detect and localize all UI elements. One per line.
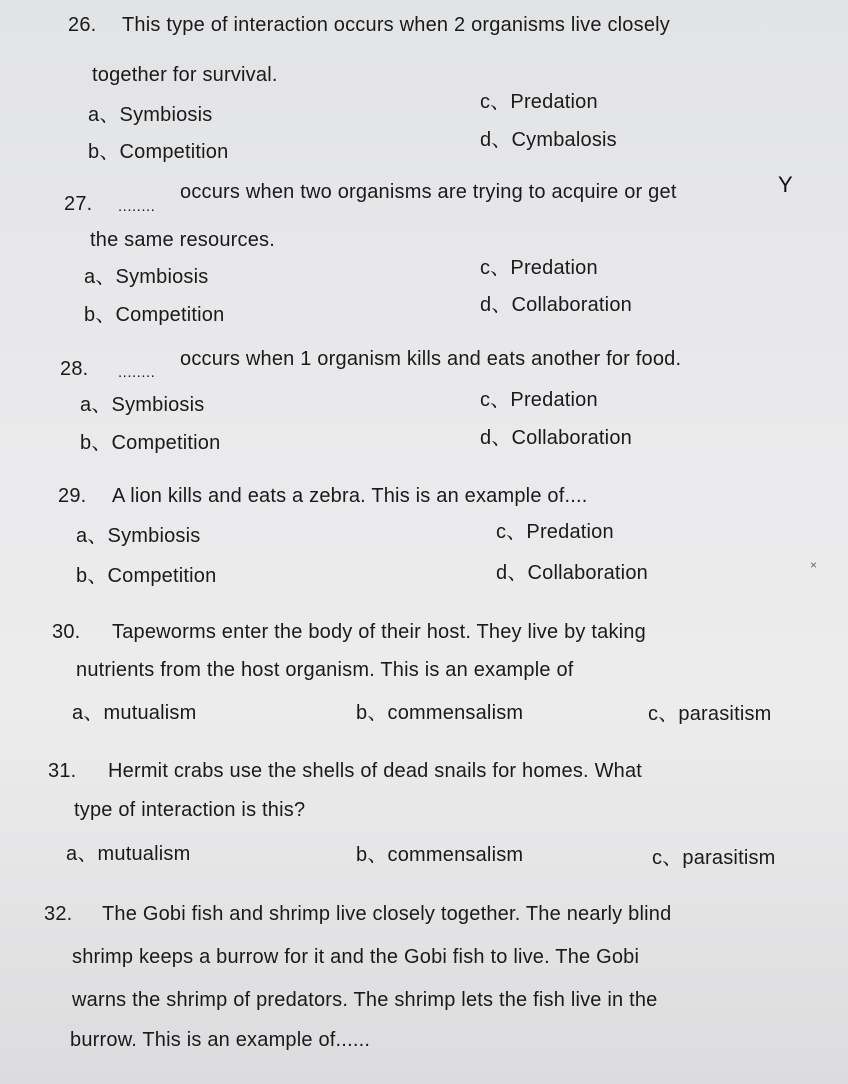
q27-option-a[interactable]: a、Symbiosis	[84, 266, 209, 288]
q26-text-line2: together for survival.	[92, 64, 278, 86]
q28-text-line1: occurs when 1 organism kills and eats another for food.	[180, 348, 682, 370]
q26-option-b[interactable]: b、Competition	[88, 141, 229, 163]
q32-text-line4: burrow. This is an example of......	[70, 1029, 371, 1051]
q30-number: 30.	[52, 621, 81, 643]
q27-number: 27.	[64, 193, 93, 215]
q30-option-b[interactable]: b、commensalism	[356, 702, 524, 724]
q30-option-a[interactable]: a、mutualism	[72, 702, 197, 724]
q28-option-d[interactable]: d、Collaboration	[480, 427, 632, 449]
q29-number: 29.	[58, 485, 87, 507]
q28-option-b[interactable]: b、Competition	[80, 432, 221, 454]
q30-text-line2: nutrients from the host organism. This is an example of	[76, 659, 574, 681]
q27-blank: ........	[118, 198, 156, 215]
q26-option-c[interactable]: c、Predation	[480, 91, 598, 113]
q28-number: 28.	[60, 358, 89, 380]
q31-option-c[interactable]: c、parasitism	[652, 847, 776, 869]
q27-text-line2: the same resources.	[90, 229, 275, 251]
q32-number: 32.	[44, 903, 73, 925]
q29-option-a[interactable]: a、Symbiosis	[76, 525, 201, 547]
q27-option-b[interactable]: b、Competition	[84, 304, 225, 326]
q27-option-c[interactable]: c、Predation	[480, 257, 598, 279]
q31-text-line2: type of interaction is this?	[74, 799, 306, 821]
q31-number: 31.	[48, 760, 77, 782]
q32-text-line2: shrimp keeps a burrow for it and the Gobi fish to live. The Gobi	[72, 946, 640, 968]
q29-option-d[interactable]: d、Collaboration	[496, 562, 648, 584]
q31-text-line1: Hermit crabs use the shells of dead snails for homes. What	[108, 760, 643, 782]
q28-option-c[interactable]: c、Predation	[480, 389, 598, 411]
q26-option-a[interactable]: a、Symbiosis	[88, 104, 213, 126]
q29-option-c[interactable]: c、Predation	[496, 521, 614, 543]
q29-option-b[interactable]: b、Competition	[76, 565, 217, 587]
q30-option-c[interactable]: c、parasitism	[648, 703, 772, 725]
q27-option-d[interactable]: d、Collaboration	[480, 294, 632, 316]
check-mark-icon: Y	[778, 172, 793, 197]
q28-option-a[interactable]: a、Symbiosis	[80, 394, 205, 416]
q26-option-d[interactable]: d、Cymbalosis	[480, 129, 617, 151]
q26-text-line1: This type of interaction occurs when 2 organisms live closely	[122, 14, 670, 36]
q29-text-line1: A lion kills and eats a zebra. This is an example of....	[112, 485, 588, 507]
q27-text-line1: occurs when two organisms are trying to acquire or get	[180, 181, 677, 203]
q32-text-line1: The Gobi fish and shrimp live closely together. The nearly blind	[102, 903, 672, 925]
q32-text-line3: warns the shrimp of predators. The shrimp lets the fish live in the	[72, 989, 658, 1011]
q30-text-line1: Tapeworms enter the body of their host. They live by taking	[112, 621, 646, 643]
q31-option-a[interactable]: a、mutualism	[66, 843, 191, 865]
q31-option-b[interactable]: b、commensalism	[356, 844, 524, 866]
q28-blank: ........	[118, 364, 156, 381]
q26-number: 26.	[68, 14, 97, 36]
stray-mark-icon: ×	[810, 558, 818, 572]
